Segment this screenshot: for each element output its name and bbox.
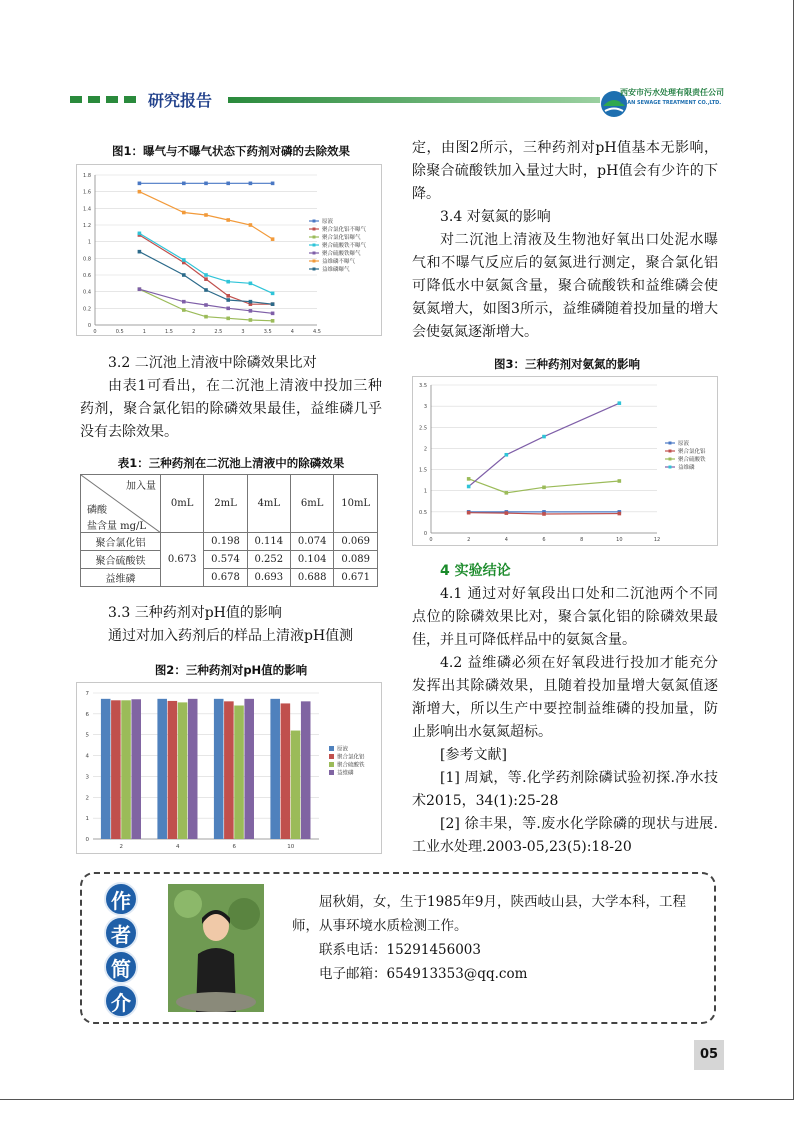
x-tick-label: 3 <box>241 329 245 335</box>
x-tick-label: 10 <box>287 844 295 850</box>
author-badge: 作 <box>104 882 138 916</box>
section-3-3 <box>80 602 382 648</box>
y-tick-label: 5 <box>85 732 89 739</box>
x-tick-label: 1 <box>142 329 146 335</box>
data-point <box>249 309 253 313</box>
legend-label: 益维磷不曝气 <box>322 259 356 265</box>
legend-marker <box>669 466 672 469</box>
author-photo <box>168 884 264 1012</box>
y-tick-label: 1 <box>85 816 89 823</box>
data-point <box>467 485 471 489</box>
legend-label: 益维磷 <box>337 770 354 777</box>
x-tick-label: 6 <box>232 844 236 850</box>
refs-heading: [参考文献] <box>440 747 507 763</box>
x-tick-label: 1.5 <box>165 329 173 335</box>
data-point <box>226 307 230 311</box>
y-tick-label: 0 <box>87 323 91 329</box>
legend-marker <box>313 268 316 271</box>
author-email: 电子邮箱：654913353@qq.com <box>319 966 528 982</box>
data-point <box>182 211 186 215</box>
s33-heading: 3.3 三种药剂对pH值的影响 <box>108 605 282 621</box>
data-point <box>271 182 275 186</box>
legend-marker <box>669 458 672 461</box>
ref-1: [1] 周斌，等.化学药剂除磷试验初探.净水技术2015，34(1):25-28 <box>412 770 718 809</box>
data-point <box>618 479 622 483</box>
bar <box>157 699 167 839</box>
s34-text: 对二沉池上清液及生物池好氧出口处泥水曝气和不曝气反应后的氨氮进行测定，聚合氯化铝可降低水中氨氮含量，聚合硫酸铁和益维磷会使氨氮增大，如图3所示，益维磷随着投加量的增大会使氨氮逐渐增大。 <box>412 232 718 340</box>
author-badge: 介 <box>104 984 138 1018</box>
y-tick-label: 4 <box>85 753 89 760</box>
data-point <box>467 477 471 481</box>
bar <box>224 701 234 839</box>
bar <box>301 701 311 839</box>
s32-heading: 3.2 二沉池上清液中除磷效果比对 <box>108 355 317 371</box>
legend-label: 聚合氯化铝不曝气 <box>322 227 367 233</box>
data-point <box>204 277 208 281</box>
page-number: 05 <box>694 1040 724 1070</box>
y-tick-label: 0.5 <box>419 509 427 516</box>
data-point <box>204 303 208 307</box>
bar <box>168 701 178 839</box>
data-point <box>271 312 275 316</box>
y-tick-label: 0.2 <box>83 306 91 313</box>
conclusion-4-2: 4.2 益维磷必须在好氧段进行投加才能充分发挥出其除磷效果，且随着投加量增大氨氮值逐渐增大，所以生产中要控制益维磷的投加量，防止影响出水氨氮超标。 <box>412 655 718 740</box>
legend-label: 聚合氯化铝曝气 <box>322 235 361 241</box>
logo-text: 西安市污水处理有限责任公司 XI'AN SEWAGE TREATMENT CO.,LTD. <box>620 88 724 106</box>
data-point <box>138 182 142 186</box>
legend-swatch <box>329 754 334 759</box>
data-point <box>182 300 186 304</box>
y-tick-label: 0.8 <box>83 256 91 263</box>
y-tick-label: 1 <box>87 239 91 246</box>
x-tick-label: 2 <box>119 844 123 850</box>
legend-label: 聚合硫酸铁 <box>337 762 365 769</box>
x-tick-label: 2 <box>467 537 471 543</box>
legend-label: 益维磷 <box>678 465 695 471</box>
data-point <box>204 182 208 186</box>
author-text <box>292 890 692 986</box>
y-tick-label: 7 <box>85 691 89 697</box>
table1 <box>80 474 378 587</box>
s33-text: 通过对加入药剂后的样品上清液pH值测 <box>108 628 354 644</box>
x-tick-label: 0.5 <box>115 329 124 335</box>
bar <box>131 699 141 839</box>
x-tick-label: 2 <box>192 329 196 335</box>
legend-marker <box>313 236 316 239</box>
data-point <box>505 511 509 515</box>
table-row: 聚合硫酸铁 0.574 0.252 0.104 0.089 <box>81 551 378 569</box>
y-tick-label: 6 <box>85 711 89 718</box>
fig3-chart <box>412 376 718 546</box>
data-point <box>249 223 253 227</box>
data-point <box>271 237 275 241</box>
x-tick-label: 6 <box>542 537 546 543</box>
author-badge: 者 <box>104 916 138 950</box>
legend-label: 聚合氯化铝 <box>337 754 365 761</box>
y-tick-label: 1.4 <box>83 206 91 213</box>
y-tick-label: 0 <box>85 837 89 843</box>
right-top-text <box>412 137 718 344</box>
legend-marker <box>669 442 672 445</box>
x-tick-label: 3.5 <box>263 329 272 335</box>
series-line <box>139 289 272 313</box>
fig1-chart <box>76 164 382 336</box>
legend-swatch <box>329 762 334 767</box>
data-point <box>204 288 208 292</box>
y-tick-label: 1 <box>423 488 427 495</box>
fig2-chart <box>76 682 382 854</box>
legend-label: 聚合硫酸铁不曝气 <box>322 243 367 249</box>
bar <box>234 706 244 839</box>
table1-col: 0mL <box>161 475 204 533</box>
data-point <box>138 287 142 291</box>
y-tick-label: 0 <box>423 531 427 537</box>
bar <box>214 699 224 839</box>
data-point <box>249 182 253 186</box>
bar <box>121 700 131 839</box>
table1-col: 4mL <box>247 475 290 533</box>
data-point <box>618 512 622 516</box>
x-tick-label: 0 <box>429 537 433 543</box>
data-point <box>204 273 208 277</box>
data-point <box>226 218 230 222</box>
table1-title: 表1：三种药剂在二沉池上清液中的除磷效果 <box>117 456 345 470</box>
table1-col: 6mL <box>290 475 333 533</box>
conclusions <box>412 560 718 859</box>
x-tick-label: 12 <box>653 537 661 543</box>
x-tick-label: 8 <box>580 537 584 543</box>
data-point <box>226 298 230 302</box>
s4-heading: 4 实验结论 <box>440 563 511 579</box>
table1-col: 2mL <box>204 475 247 533</box>
data-point <box>271 302 275 306</box>
data-point <box>226 294 230 298</box>
x-tick-label: 2.5 <box>214 329 223 335</box>
x-tick-label: 0 <box>93 329 97 335</box>
bar <box>178 702 188 839</box>
data-point <box>138 232 142 236</box>
y-tick-label: 2.5 <box>419 425 427 432</box>
data-point <box>542 512 546 516</box>
data-point <box>542 435 546 439</box>
bar <box>101 699 111 839</box>
table1-col: 10mL <box>334 475 378 533</box>
legend-marker <box>313 252 316 255</box>
y-tick-label: 0.4 <box>83 289 91 296</box>
data-point <box>182 258 186 262</box>
section-title: 研究报告 <box>142 88 218 111</box>
x-tick-label: 4 <box>176 844 180 850</box>
legend-marker <box>313 244 316 247</box>
s34-heading: 3.4 对氨氮的影响 <box>440 209 551 225</box>
legend-swatch <box>329 746 334 751</box>
bar <box>244 699 254 839</box>
ref-2: [2] 徐丰果，等.废水化学除磷的现状与进展.工业水处理.2003-05,23(5):18-20 <box>412 816 718 855</box>
data-point <box>542 486 546 490</box>
legend-marker <box>313 228 316 231</box>
data-point <box>182 273 186 277</box>
conclusion-4-1: 4.1 通过对好氧段出口处和二沉池两个不同点位的除磷效果比对，聚合氯化铝的除磷效果最佳，并且可降低样品中的氨氮含量。 <box>412 586 718 648</box>
x-tick-label: 10 <box>616 537 623 543</box>
legend-marker <box>313 220 316 223</box>
series-line <box>139 233 272 293</box>
y-tick-label: 3.5 <box>419 383 427 389</box>
data-point <box>204 315 208 319</box>
bar <box>281 703 291 839</box>
bar <box>291 731 301 839</box>
data-point <box>182 308 186 312</box>
data-point <box>249 318 253 322</box>
y-tick-label: 1.5 <box>419 467 427 474</box>
x-tick-label: 4.5 <box>313 329 321 335</box>
data-point <box>271 319 275 323</box>
data-point <box>467 511 471 515</box>
y-tick-label: 2 <box>85 795 89 802</box>
table-row: 益维磷 0.678 0.693 0.688 0.671 <box>81 569 378 587</box>
bar <box>188 699 198 839</box>
table1-base: 0.673 <box>161 533 204 587</box>
data-point <box>271 292 275 296</box>
right-p1: 定，由图2所示，三种药剂对pH值基本无影响，除聚合硫酸铁加入量过大时，pH值会有少许的下降。 <box>412 140 718 202</box>
data-point <box>505 491 509 495</box>
legend-label: 益维磷曝气 <box>322 267 350 273</box>
data-point <box>226 317 230 321</box>
data-point <box>249 282 253 286</box>
y-tick-label: 0.6 <box>83 273 91 279</box>
data-point <box>182 182 186 186</box>
y-tick-label: 3 <box>423 404 427 411</box>
legend-label: 原液 <box>322 219 334 225</box>
y-tick-label: 1.2 <box>83 223 91 229</box>
fig3-title: 图3：三种药剂对氨氮的影响 <box>493 357 640 371</box>
data-point <box>505 453 509 457</box>
y-tick-label: 1.6 <box>83 189 91 196</box>
author-badge: 简 <box>104 950 138 984</box>
legend-label: 原液 <box>678 441 690 447</box>
legend-label: 聚合硫酸铁 <box>678 457 706 463</box>
data-point <box>249 300 253 304</box>
bar <box>111 700 121 839</box>
x-tick-label: 4 <box>290 329 294 335</box>
data-point <box>138 250 142 254</box>
y-tick-label: 1.8 <box>83 173 91 179</box>
section-3-2 <box>80 352 382 444</box>
series-line <box>469 403 620 486</box>
author-bio: 屈秋娟，女，生于1985年9月，陕西岐山县，大学本科，工程师，从事环境水质检测工作。 <box>292 894 686 934</box>
x-tick-label: 4 <box>504 537 508 543</box>
table-row: 聚合氯化铝 0.673 0.198 0.114 0.074 0.069 <box>81 533 378 551</box>
y-tick-label: 2 <box>423 446 427 453</box>
data-point <box>138 190 142 194</box>
fig2-title: 图2：三种药剂对pH值的影响 <box>154 663 308 677</box>
legend-swatch <box>329 770 334 775</box>
author-phone: 联系电话：15291456003 <box>319 942 481 958</box>
s32-text: 由表1可看出，在二沉池上清液中投加三种药剂，聚合氯化铝的除磷效果最佳，益维磷几乎没有去除效果。 <box>80 378 382 440</box>
data-point <box>618 401 622 405</box>
legend-marker <box>313 260 316 263</box>
data-point <box>226 280 230 284</box>
data-point <box>204 213 208 217</box>
legend-label: 聚合氯化铝 <box>678 449 706 455</box>
fig1-title: 图1：曝气与不曝气状态下药剂对磷的去除效果 <box>112 144 350 158</box>
legend-label: 聚合硫酸铁曝气 <box>322 251 361 257</box>
table1-corner: 加入量 磷酸 盐含量 mg/L <box>81 475 161 533</box>
bar <box>270 699 280 839</box>
data-point <box>226 182 230 186</box>
legend-marker <box>669 450 672 453</box>
y-tick-label: 3 <box>85 774 89 781</box>
legend-label: 原液 <box>337 746 349 753</box>
